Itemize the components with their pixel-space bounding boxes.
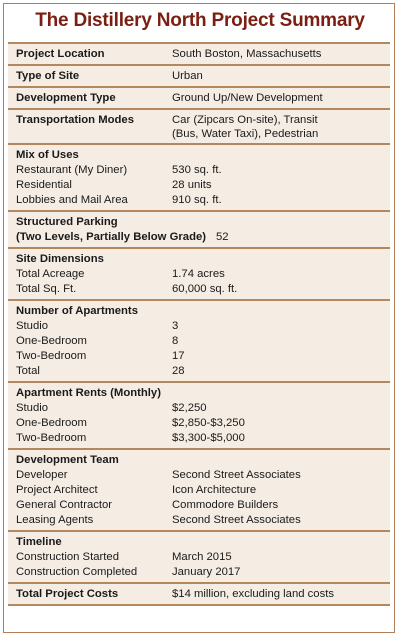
row-label: One-Bedroom [16,417,87,429]
section-heading: Development Team [16,454,119,466]
section-heading: Structured Parking [16,216,118,228]
section-transportation-modes [8,108,390,143]
row-label: Lobbies and Mail Area [16,194,128,206]
row-value: $14 million, excluding land costs [172,588,335,600]
section-heading: Number of Apartments [16,305,138,317]
table-row [16,334,382,349]
section-number-of-apartments [8,299,390,381]
row-label: (Two Levels, Partially Below Grade) [16,231,207,243]
section-type-of-site [8,64,390,86]
row-label: Restaurant (My Diner) [16,164,128,176]
table-row [16,113,382,141]
row-label: Transportation Modes [16,114,134,126]
section-site-dimensions [8,247,390,299]
table-row [16,91,382,106]
table-row [16,163,382,178]
section-development-team [8,448,390,530]
row-label: Type of Site [16,70,80,82]
row-label: Studio [16,320,49,332]
row-value: South Boston, Massachusetts [172,48,322,60]
row-label: Total Sq. Ft. [16,283,77,295]
section-heading: Timeline [16,536,62,548]
table-row [16,319,382,334]
row-label: Developer [16,469,68,481]
row-label: Development Type [16,92,116,104]
row-value: 910 sq. ft. [172,194,222,206]
row-value: Icon Architecture [172,484,257,496]
summary-panel [3,3,395,633]
row-value: Second Street Associates [172,514,301,526]
row-value: 60,000 sq. ft. [172,283,238,295]
row-label: General Contractor [16,499,113,511]
row-value: 17 [172,350,185,362]
row-value [172,113,382,141]
table-row [16,431,382,446]
row-label: Two-Bedroom [16,432,87,444]
table-row [16,47,382,62]
row-label: Construction Completed [16,566,138,578]
section-timeline [8,530,390,582]
row-value: 28 units [172,179,212,191]
table-row [16,416,382,431]
table-row [16,230,382,245]
section-structured-parking [8,210,390,247]
row-label: Residential [16,179,72,191]
summary-table [8,42,390,606]
table-row [16,193,382,208]
row-value: Commodore Builders [172,499,279,511]
table-row [16,483,382,498]
table-row [16,267,382,282]
section-heading: Site Dimensions [16,253,104,265]
row-label: Studio [16,402,49,414]
table-row [16,282,382,297]
row-value: Urban [172,70,203,82]
section-heading: Apartment Rents (Monthly) [16,387,161,399]
row-value: $2,850-$3,250 [172,417,245,429]
row-label: Project Architect [16,484,98,496]
row-label: Two-Bedroom [16,350,87,362]
table-row [16,498,382,513]
table-row [16,565,382,580]
section-total-project-costs [8,582,390,606]
table-row [16,69,382,84]
table-row [16,468,382,483]
value-line: Car (Zipcars On-site), Transit [172,114,318,126]
section-heading: Mix of Uses [16,149,79,161]
table-row [16,550,382,565]
table-row [16,401,382,416]
row-label: Project Location [16,48,105,60]
row-value: March 2015 [172,551,232,563]
section-mix-of-uses [8,143,390,210]
row-value: 8 [172,335,179,347]
row-label: Leasing Agents [16,514,94,526]
row-label: One-Bedroom [16,335,87,347]
table-row [16,587,382,602]
table-row [16,349,382,364]
row-label: Total [16,365,40,377]
table-row [16,178,382,193]
panel-title: The Distillery North Project Summary [35,10,365,31]
row-label: Total Project Costs [16,588,119,600]
row-value: January 2017 [172,566,241,578]
row-value: 28 [172,365,185,377]
row-value: 3 [172,320,179,332]
section-project-location [8,42,390,64]
table-row [16,364,382,379]
row-value: 52 [216,231,229,243]
value-line: (Bus, Water Taxi), Pedestrian [172,128,319,140]
table-row [16,513,382,528]
section-development-type [8,86,390,108]
row-value: Ground Up/New Development [172,92,323,104]
row-label: Construction Started [16,551,119,563]
row-value: $3,300-$5,000 [172,432,245,444]
section-apartment-rents [8,381,390,448]
row-label: Total Acreage [16,268,85,280]
row-value: 1.74 acres [172,268,225,280]
row-value: $2,250 [172,402,207,414]
row-value: Second Street Associates [172,469,301,481]
row-value: 530 sq. ft. [172,164,222,176]
